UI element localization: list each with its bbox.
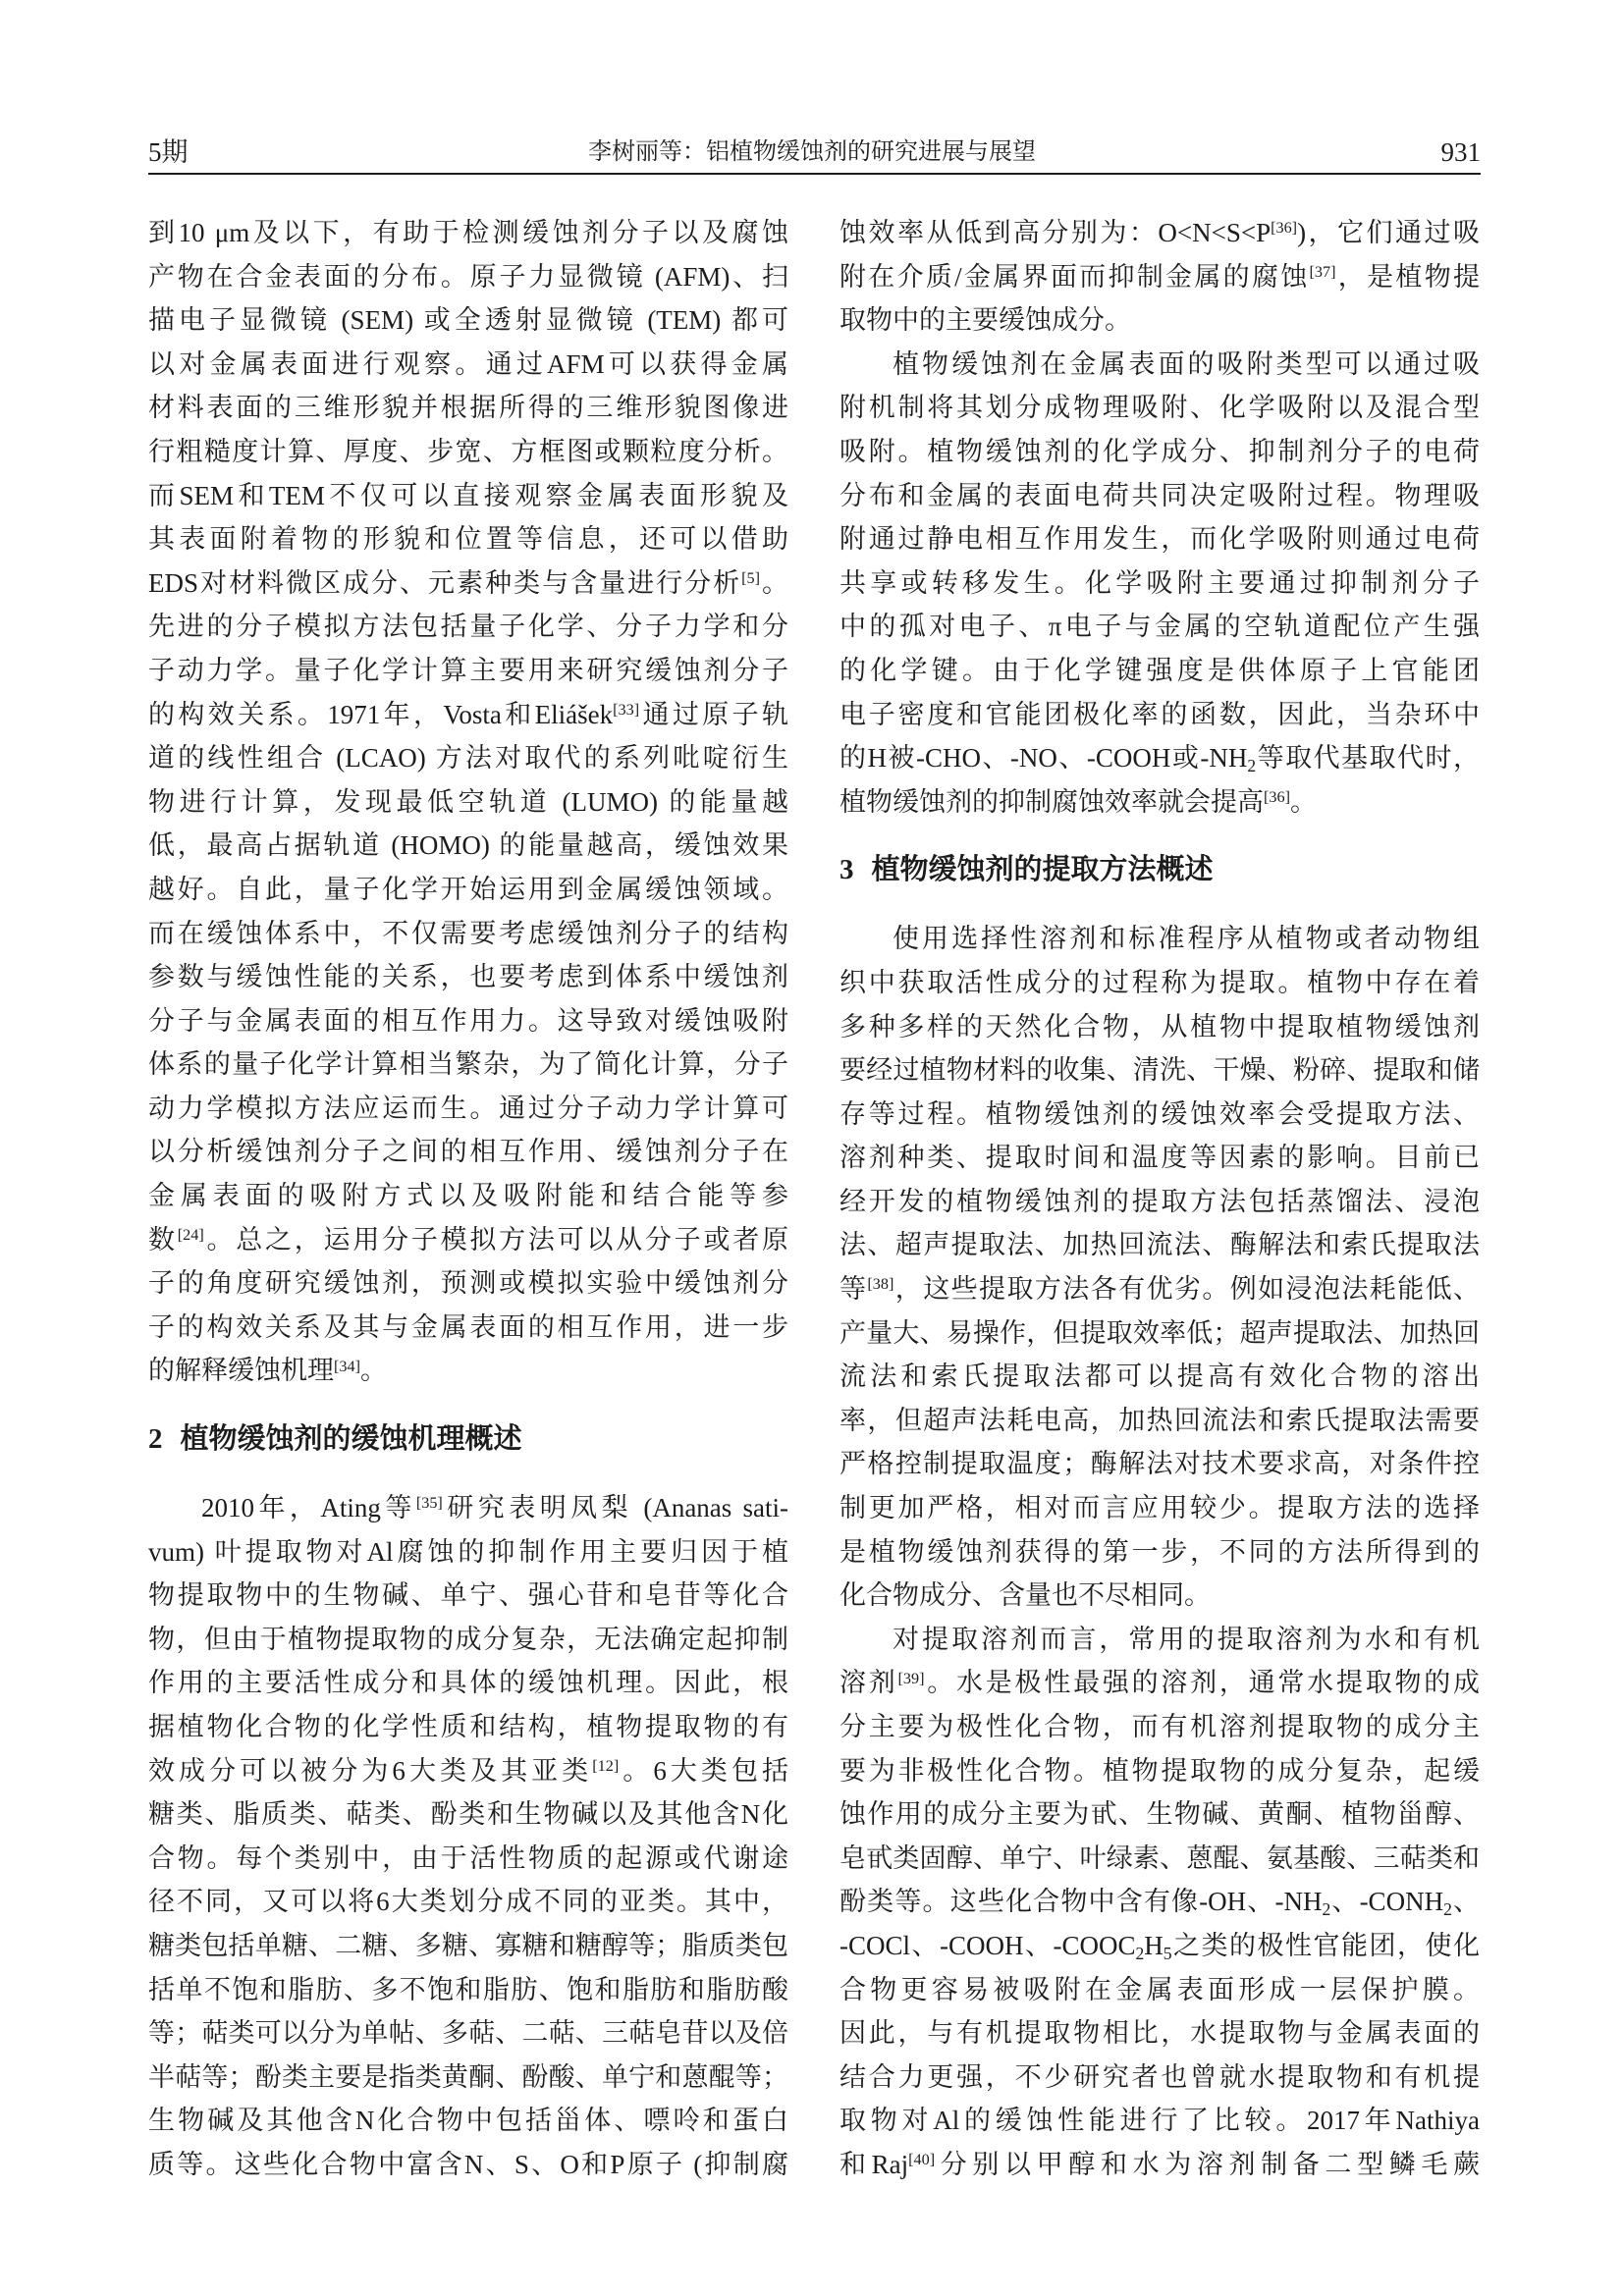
text-run: 是植物缓蚀剂获得的第一步，不同的方法所得到的: [839, 1536, 1480, 1567]
text-line: [148, 1486, 788, 1530]
text-line: [839, 561, 1480, 606]
text-line: [839, 1442, 1480, 1486]
text-run: 越好。自此，量子化学开始运用到金属缓蚀领域。: [148, 874, 788, 904]
text-run: 低，最高占据轨道 (HOMO) 的能量越高，缓蚀效果: [148, 830, 788, 861]
citation-superscript: [34]: [334, 1357, 360, 1375]
section-number: 2: [148, 1423, 163, 1456]
text-run: 植物缓蚀剂的抑制腐蚀效率就会提高: [839, 786, 1264, 817]
text-line: [148, 2099, 788, 2143]
text-run: ，是植物提: [1335, 261, 1480, 292]
text-run: H: [1144, 1930, 1164, 1960]
text-run: 子的构效关系及其与金属表面的相互作用，进一步: [148, 1311, 788, 1342]
text-run: 、: [1451, 1887, 1480, 1917]
text-run: 多种多样的天然化合物，从植物中提取植物缓蚀剂: [839, 1011, 1480, 1041]
text-line: [148, 1306, 788, 1350]
text-run: 据植物化合物的化学性质和结构，植物提取物的有: [148, 1712, 788, 1741]
citation-superscript: [35]: [415, 1494, 443, 1513]
text-line: [839, 1749, 1480, 1793]
text-run: 法、超声提取法、加热回流法、酶解法和索氏提取法: [839, 1230, 1480, 1260]
text-run: 率，但超声法耗电高，加热回流法和索氏提取法需要: [839, 1405, 1480, 1435]
citation-superscript: [24]: [177, 1225, 204, 1244]
citation-superscript: [38]: [867, 1275, 894, 1294]
text-line: [148, 736, 788, 780]
subscript: 5: [1163, 1943, 1172, 1963]
text-line: [839, 693, 1480, 737]
text-line: [839, 517, 1480, 561]
text-line: [148, 1924, 788, 1968]
text-run: 动力学模拟方法应运而生。通过分子动力学计算可: [148, 1093, 788, 1123]
running-head-title: 李树丽等：铝植物缓蚀剂的研究进展与展望: [588, 139, 1036, 165]
text-run: 之类的极性官能团，使化: [1171, 1930, 1480, 1960]
text-run: 的构效关系。1971年，Vosta和Eliášek: [148, 699, 614, 729]
text-line: [148, 386, 788, 430]
text-run: 皂甙类固醇、单宁、叶绿素、蒽醌、氨基酸、三萜类和: [839, 1842, 1480, 1873]
text-run: 分主要为极性化合物，而有机溶剂提取物的成分主: [839, 1712, 1480, 1741]
text-run: 严格控制提取温度；酶解法对技术要求高，对条件控: [839, 1449, 1480, 1479]
text-run: 物提取物中的生物碱、单宁、强心苷和皂苷等化合: [148, 1580, 788, 1611]
text-run: 的解释缓蚀机理: [148, 1356, 334, 1386]
citation-superscript: [40]: [908, 2151, 936, 2169]
text-line: [148, 649, 788, 693]
text-line: [148, 211, 788, 255]
text-run: 酚类等。这些化合物中含有像-OH、-NH: [839, 1887, 1323, 1917]
paragraph: [839, 343, 1480, 825]
text-run: 括单不饱和脂肪、多不饱和脂肪、饱和脂肪和脂肪酸: [148, 1974, 788, 2004]
text-run: 研究表明凤梨 (Ananas sati-: [442, 1493, 788, 1523]
text-run: 织中获取活性成分的过程称为提取。植物中存在着: [839, 967, 1480, 997]
text-run: 取物中的主要缓蚀成分。: [839, 305, 1131, 336]
text-run: 。水是极性最强的溶剂，通常水提取物的成: [924, 1668, 1481, 1698]
text-run: 糖类包括单糖、二糖、多糖、寡糖和糖醇等；脂质类包: [148, 1930, 788, 1960]
text-line: [839, 649, 1480, 693]
text-run: EDS对材料微区成分、元素种类与含量进行分析: [148, 567, 742, 598]
citation-superscript: [36]: [1271, 219, 1298, 238]
text-line: [839, 2099, 1480, 2143]
text-line: [839, 1399, 1480, 1443]
text-run: 合物更容易被吸附在金属表面形成一层保护膜。: [839, 1974, 1480, 2004]
citation-superscript: [37]: [1309, 262, 1336, 281]
text-run: 体系的量子化学计算相当繁杂，为了简化计算，分子: [148, 1049, 788, 1080]
text-run: 物进行计算，发现最低空轨道 (LUMO) 的能量越: [148, 786, 788, 817]
text-line: [148, 955, 788, 999]
right-column: [839, 211, 1480, 2187]
text-run: 使用选择性溶剂和标准程序从植物或者动物组: [893, 924, 1480, 954]
text-run: 经开发的植物缓蚀剂的提取方法包括蒸馏法、浸泡: [839, 1186, 1480, 1216]
text-line: [148, 999, 788, 1043]
text-line: [148, 1968, 788, 2012]
text-run: vum) 叶提取物对Al腐蚀的抑制作用主要归因于植: [148, 1536, 788, 1567]
text-line: [839, 343, 1480, 387]
subscript: 2: [1135, 1943, 1145, 1963]
header-rule: [148, 173, 1481, 175]
text-run: 共享或转移发生。化学吸附主要通过抑制剂分子: [839, 567, 1480, 598]
text-line: [839, 1180, 1480, 1224]
citation-superscript: [36]: [1264, 787, 1290, 806]
text-line: [148, 1661, 788, 1705]
text-line: [839, 1486, 1480, 1530]
text-line: [839, 605, 1480, 649]
text-run: 中的孤对电子、π电子与金属的空轨道配位产生强: [839, 612, 1480, 642]
text-run: 物，但由于植物提取物的成分复杂，无法确定起抑制: [148, 1624, 788, 1654]
subscript: 2: [1247, 756, 1257, 776]
section-title: 植物缓蚀剂的提取方法概述: [871, 854, 1214, 886]
text-line: [148, 1880, 788, 1924]
text-line: [839, 780, 1480, 825]
text-run: 分子与金属表面的相互作用力。这导致对缓蚀吸附: [148, 1005, 788, 1036]
text-line: [148, 1349, 788, 1393]
text-line: [839, 1574, 1480, 1618]
text-run: 。总之，运用分子模拟方法可以从分子或者原: [203, 1224, 789, 1255]
text-line: [839, 430, 1480, 474]
paragraph: [148, 211, 788, 1393]
text-run: 生物碱及其他含N化合物中包括甾体、嘌呤和蛋白: [148, 2106, 788, 2136]
text-run: 而SEM和TEM不仅可以直接观察金属表面形貌及: [148, 480, 788, 510]
paragraph: [148, 1486, 788, 2187]
text-line: [839, 2011, 1480, 2056]
text-line: [148, 1618, 788, 1662]
section-title: 植物缓蚀剂的缓蚀机理概述: [180, 1423, 522, 1456]
text-line: [148, 1042, 788, 1087]
text-run: 结合力更强，不少研究者也曾就水提取物和有机提: [839, 2061, 1480, 2092]
text-line: [148, 2011, 788, 2056]
text-run: 产物在合金表面的分布。原子力显微镜 (AFM)、扫: [148, 261, 788, 292]
text-run: 道的线性组合 (LCAO) 方法对取代的系列吡啶衍生: [148, 743, 788, 774]
text-run: 效成分可以被分为6大类及其亚类: [148, 1755, 593, 1786]
text-run: 和Raj: [839, 2149, 909, 2179]
text-run: 化合物成分、含量也不尽相同。: [839, 1580, 1211, 1611]
text-run: 要为非极性化合物。植物提取物的成分复杂，起缓: [839, 1755, 1480, 1786]
text-run: 到10 μm及以下，有助于检测缓蚀剂分子以及腐蚀: [148, 218, 788, 247]
text-line: [148, 1530, 788, 1575]
text-line: [839, 1968, 1480, 2012]
text-line: [839, 1136, 1480, 1180]
text-line: [148, 430, 788, 474]
text-line: [839, 961, 1480, 1005]
text-line: [148, 693, 788, 737]
text-run: 金属表面的吸附方式以及吸附能和结合能等参: [148, 1181, 788, 1211]
text-line: [148, 1218, 788, 1262]
text-line: [839, 474, 1480, 518]
text-line: [148, 780, 788, 825]
citation-superscript: [12]: [592, 1756, 620, 1775]
text-run: 等取代基取代时，: [1256, 743, 1480, 774]
text-line: [148, 824, 788, 868]
text-run: 材料表面的三维形貌并根据所得的三维形貌图像进: [148, 393, 788, 423]
text-line: [148, 1130, 788, 1174]
text-line: [148, 1792, 788, 1837]
text-line: [148, 1087, 788, 1131]
text-line: [839, 1355, 1480, 1399]
page-number: 931: [1440, 137, 1481, 167]
text-run: 等；萜类可以分为单帖、多萜、二萜、三萜皂苷以及倍: [148, 2018, 788, 2049]
text-run: 对提取溶剂而言，常用的提取溶剂为水和有机: [893, 1624, 1480, 1654]
text-run: 、-CONH: [1330, 1887, 1444, 1917]
text-run: 存等过程。植物缓蚀剂的缓蚀效率会受提取方法、: [839, 1098, 1480, 1129]
text-line: [148, 868, 788, 912]
text-line: [148, 1749, 788, 1793]
text-line: [839, 255, 1480, 299]
text-line: [148, 1837, 788, 1881]
text-run: 电子密度和官能团极化率的函数，因此，当杂环中: [839, 699, 1480, 729]
text-run: 糖类、脂质类、萜类、酚类和生物碱以及其他含N化: [148, 1799, 788, 1830]
text-line: [148, 474, 788, 518]
text-run: 行粗糙度计算、厚度、步宽、方框图或颗粒度分析。: [148, 436, 788, 466]
text-line: [839, 1530, 1480, 1575]
text-line: [839, 1705, 1480, 1749]
text-run: 作用的主要活性成分和具体的缓蚀机理。因此，根: [148, 1668, 788, 1698]
text-line: [839, 1005, 1480, 1049]
text-line: [148, 561, 788, 606]
text-run: 先进的分子模拟方法包括量子化学、分子力学和分: [148, 612, 788, 642]
text-line: [148, 1705, 788, 1749]
text-run: 数: [148, 1224, 178, 1255]
section-number: 3: [839, 854, 854, 886]
text-run: 因此，与有机提取物相比，水提取物与金属表面的: [839, 2018, 1480, 2049]
text-run: 合物。每个类别中，由于活性物质的起源或代谢途: [148, 1842, 788, 1873]
text-run: 通过原子轨: [639, 699, 788, 729]
citation-superscript: [39]: [897, 1669, 925, 1687]
text-run: 制更加严格，相对而言应用较少。提取方法的选择: [839, 1493, 1480, 1523]
text-line: [839, 2056, 1480, 2100]
text-run: ，这些提取方法各有优劣。例如浸泡法耗能低、: [893, 1274, 1481, 1305]
text-line: [839, 211, 1480, 255]
text-run: -COCl、-COOH、-COOC: [839, 1930, 1136, 1960]
subscript: 2: [1322, 1899, 1331, 1920]
text-run: 分别以甲醇和水为溶剂制备二型鳞毛蕨: [935, 2149, 1480, 2179]
text-line: [839, 1618, 1480, 1662]
text-line: [839, 298, 1480, 343]
text-run: 。: [760, 567, 789, 598]
text-run: 附在介质/金属界面而抑制金属的腐蚀: [839, 261, 1310, 292]
text-line: [148, 255, 788, 299]
text-line: [148, 298, 788, 343]
text-run: 子的角度研究缓蚀剂，预测或模拟实验中缓蚀剂分: [148, 1268, 788, 1299]
text-run: 取物对Al的缓蚀性能进行了比较。2017年Nathiya: [839, 2106, 1480, 2136]
section-heading: [839, 824, 1480, 917]
text-run: 植物缓蚀剂在金属表面的吸附类型可以通过吸: [893, 348, 1480, 379]
text-run: 附通过静电相互作用发生，而化学吸附则通过电荷: [839, 524, 1480, 555]
text-line: [148, 1174, 788, 1218]
text-line: [839, 2143, 1480, 2187]
text-run: 。6大类包括: [619, 1755, 789, 1786]
section-heading: [148, 1393, 788, 1486]
text-line: [148, 605, 788, 649]
text-line: [839, 1924, 1480, 1968]
citation-superscript: [33]: [613, 700, 640, 719]
text-line: [148, 2143, 788, 2187]
text-run: 以对金属表面进行观察。通过AFM可以获得金属: [148, 348, 788, 379]
text-line: [839, 1223, 1480, 1267]
text-line: [148, 912, 788, 956]
text-run: 蚀效率从低到高分别为：O<N<S<P: [839, 218, 1272, 247]
paragraph: [839, 1618, 1480, 2187]
left-column: [148, 211, 788, 2187]
paragraph: [839, 917, 1480, 1618]
text-line: [839, 736, 1480, 780]
text-line: [839, 1837, 1480, 1881]
text-line: [148, 1261, 788, 1306]
text-run: 产量大、易操作，但提取效率低；超声提取法、加热回: [839, 1317, 1480, 1348]
text-run: 溶剂: [839, 1668, 898, 1698]
text-run: 子动力学。量子化学计算主要用来研究缓蚀剂分子: [148, 655, 788, 685]
subscript: 2: [1443, 1899, 1452, 1920]
text-line: [148, 2056, 788, 2100]
text-run: 质等。这些化合物中富含N、S、O和P原子 (抑制腐: [148, 2149, 788, 2179]
text-run: 吸附。植物缓蚀剂的化学成分、抑制剂分子的电荷: [839, 436, 1480, 466]
text-run: 而在缓蚀体系中，不仅需要考虑缓蚀剂分子的结构: [148, 918, 788, 948]
text-run: 要经过植物材料的收集、清洗、干燥、粉碎、提取和储: [839, 1055, 1480, 1086]
text-line: [148, 517, 788, 561]
text-line: [839, 1267, 1480, 1311]
text-run: 的H被-CHO、-NO、-COOH或-NH: [839, 743, 1248, 774]
text-line: [839, 917, 1480, 961]
text-line: [148, 1574, 788, 1618]
text-line: [148, 343, 788, 387]
paragraph: [839, 211, 1480, 343]
text-line: [839, 1661, 1480, 1705]
text-line: [839, 1048, 1480, 1093]
text-line: [839, 1880, 1480, 1924]
text-line: [839, 1311, 1480, 1356]
text-run: 等: [839, 1274, 868, 1305]
text-run: 径不同，又可以将6大类划分成不同的亚类。其中，: [148, 1887, 788, 1917]
text-run: 半萜等；酚类主要是指类黄酮、酚酸、单宁和蒽醌等；: [148, 2061, 788, 2092]
text-run: 以分析缓蚀剂分子之间的相互作用、缓蚀剂分子在: [148, 1137, 788, 1167]
text-run: 描电子显微镜 (SEM) 或全透射显微镜 (TEM) 都可: [148, 305, 788, 336]
text-line: [839, 1792, 1480, 1837]
text-run: 其表面附着物的形貌和位置等信息，还可以借助: [148, 524, 788, 555]
running-head-issue: 5期: [148, 137, 189, 167]
text-run: 附机制将其划分成物理吸附、化学吸附以及混合型: [839, 393, 1480, 423]
text-run: 2010年，Ating等: [201, 1493, 416, 1523]
citation-superscript: [5]: [741, 568, 760, 587]
text-line: [839, 1093, 1480, 1137]
text-run: 。: [359, 1356, 387, 1386]
text-run: 参数与缓蚀性能的关系，也要考虑到体系中缓蚀剂: [148, 962, 788, 992]
text-run: 的化学键。由于化学键强度是供体原子上官能团: [839, 655, 1480, 685]
text-run: 分布和金属的表面电荷共同决定吸附过程。物理吸: [839, 480, 1480, 510]
text-run: 溶剂种类、提取时间和温度等因素的影响。目前已: [839, 1143, 1480, 1173]
text-run: 流法和索氏提取法都可以提高有效化合物的溶出: [839, 1362, 1480, 1392]
text-run: )，它们通过吸: [1297, 218, 1480, 247]
text-run: 蚀作用的成分主要为甙、生物碱、黄酮、植物甾醇、: [839, 1799, 1480, 1830]
text-line: [839, 386, 1480, 430]
text-run: 。: [1289, 786, 1317, 817]
